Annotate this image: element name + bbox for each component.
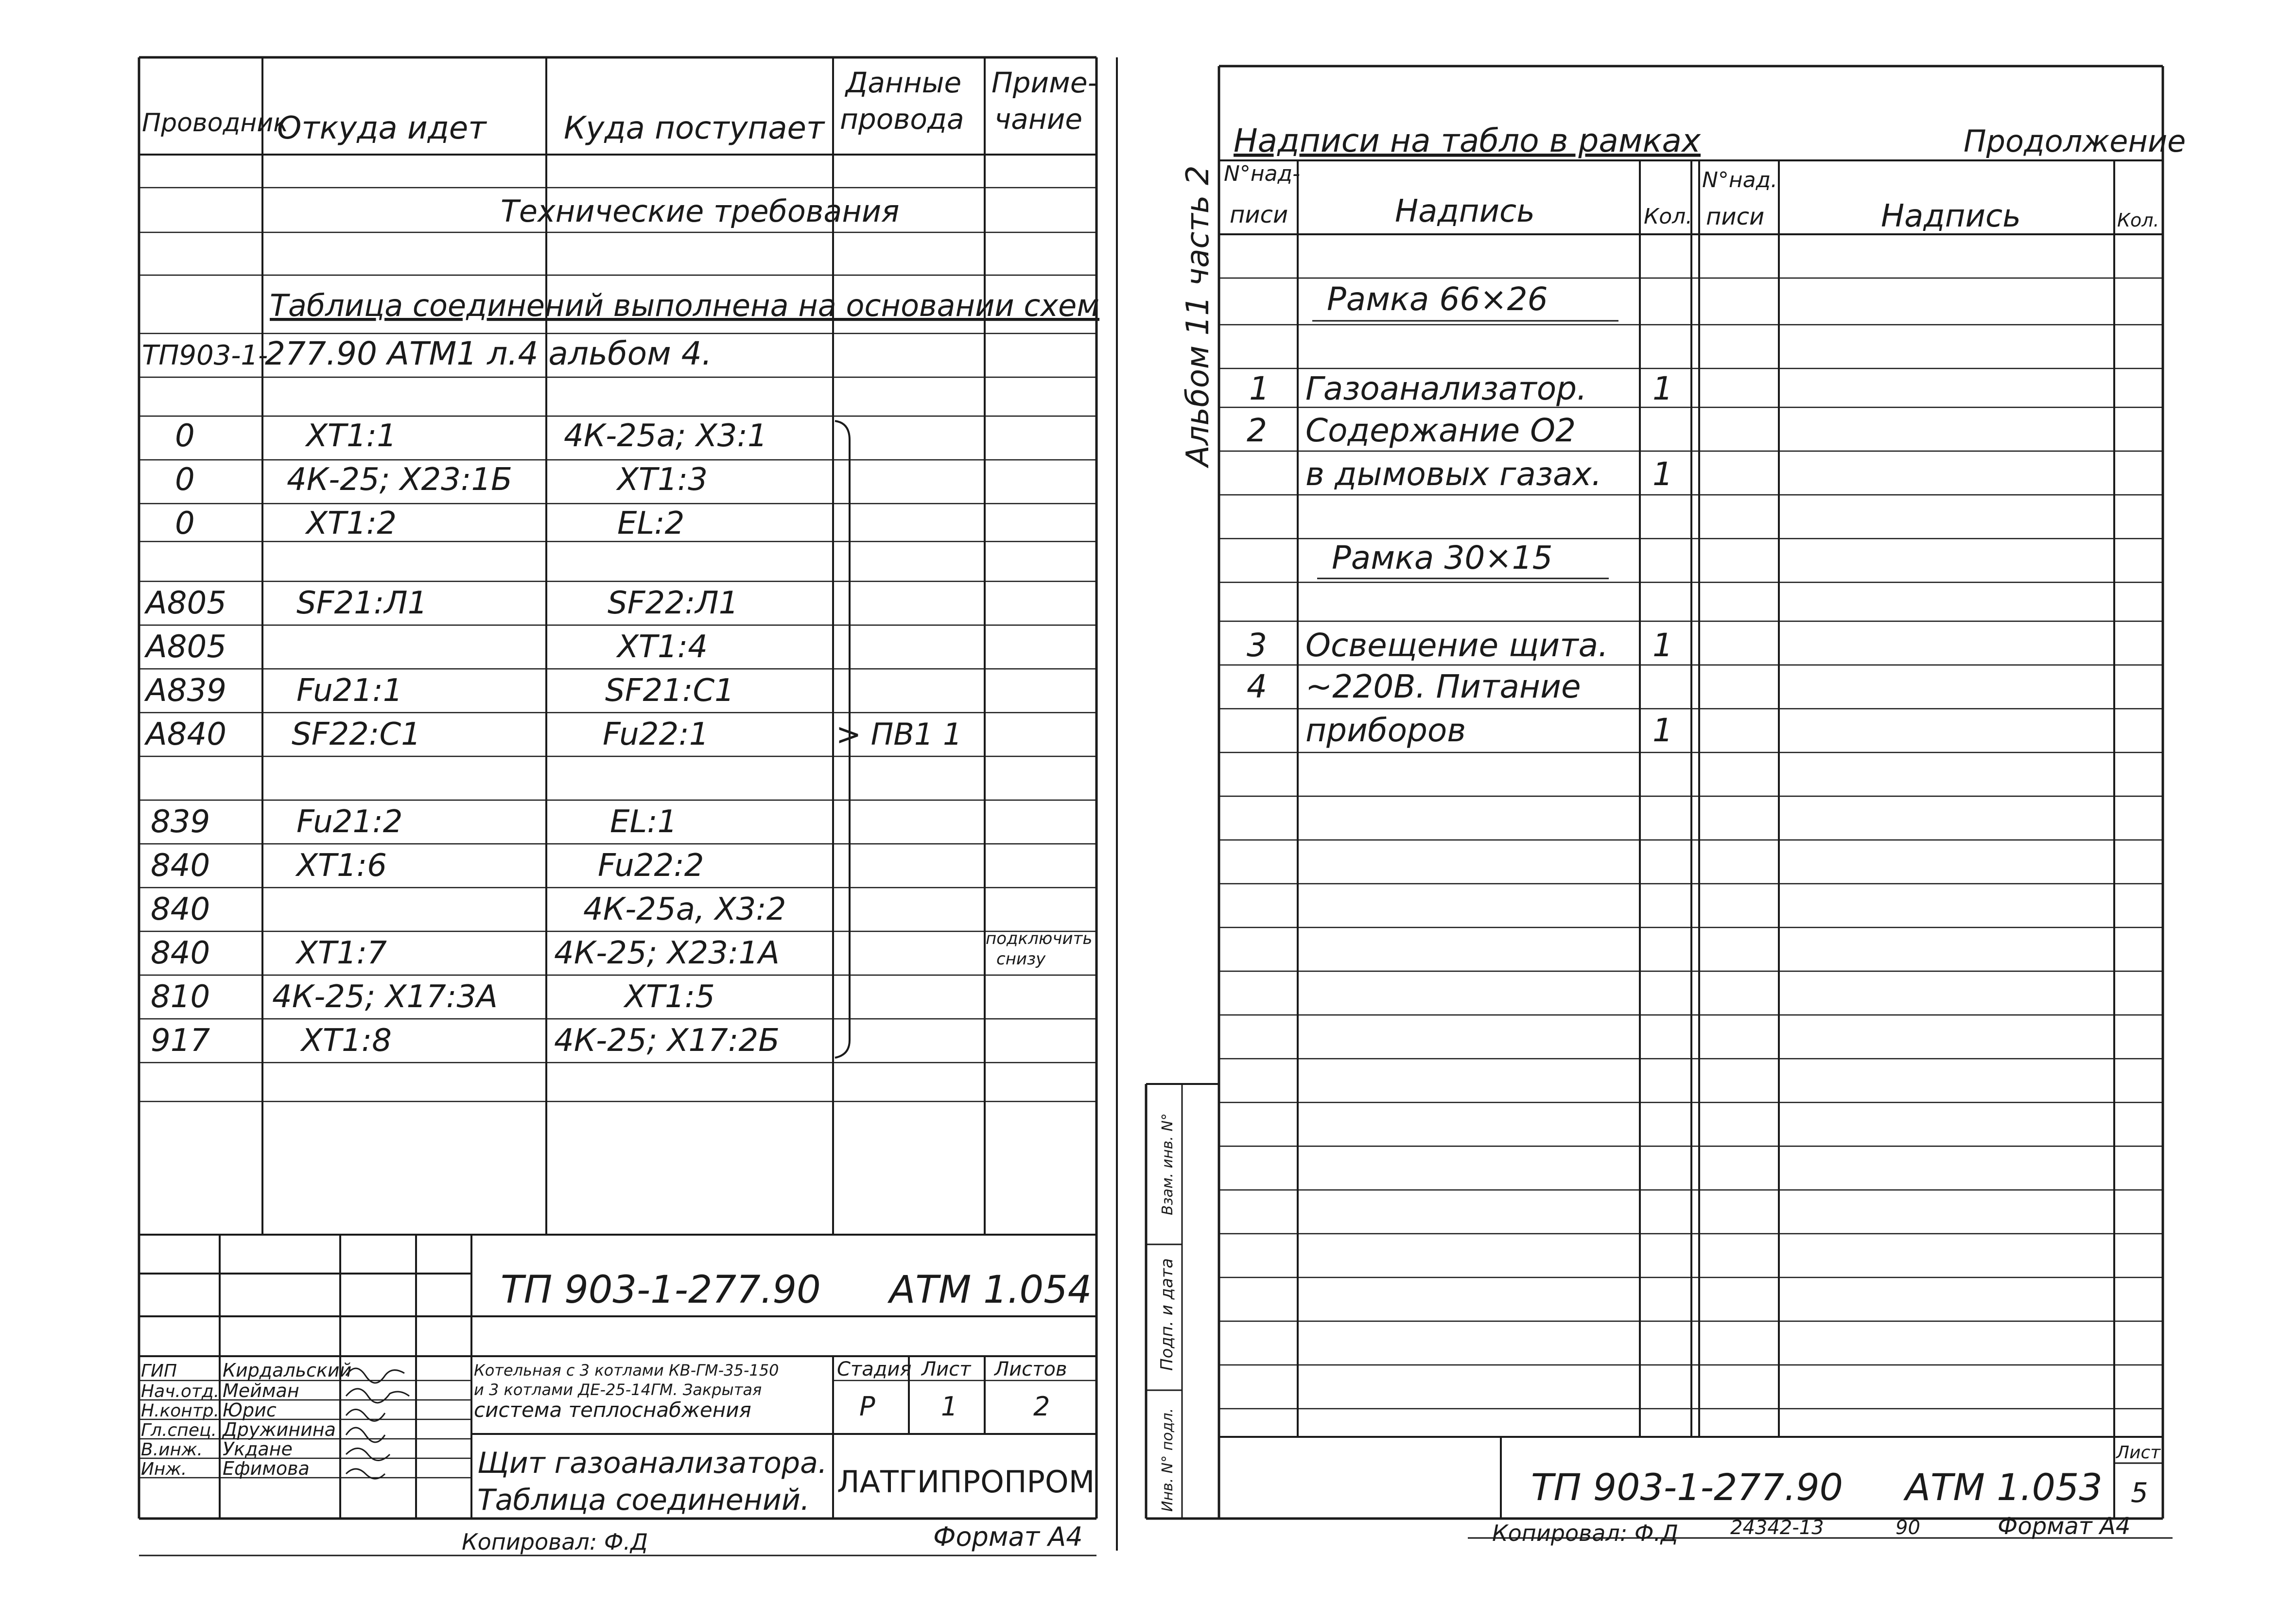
row-4-from: SF21:Л1	[296, 585, 428, 621]
frame-1: Рамка 66×26	[1327, 280, 1548, 318]
row-10-conductor: 840	[151, 848, 210, 884]
item-0-qty: 1	[1652, 370, 1673, 407]
left-format: Формат А4	[933, 1521, 1083, 1552]
intro-line-2-text: 277.90 АТМ1 л.4 альбом 4.	[265, 335, 712, 372]
right-archive-year: 90	[1896, 1517, 1920, 1539]
header-to: Куда поступает	[564, 110, 825, 146]
row-6-conductor: А839	[146, 673, 226, 709]
name-2: Юрис	[223, 1399, 277, 1421]
row-9-conductor: 839	[151, 804, 210, 840]
album-label: Альбом 11 часть 2	[1180, 165, 1216, 467]
role-gl-spets: Гл.спец.	[141, 1420, 217, 1440]
item-1-text: Содержание О2	[1305, 412, 1576, 449]
note-line-1: подключить	[986, 929, 1093, 948]
row-5-to: XT1:4	[617, 629, 708, 665]
row-2-from: XT1:2	[306, 506, 397, 541]
right-header-no-1: N°над-	[1224, 161, 1300, 186]
row-12-conductor: 840	[151, 935, 210, 971]
row-0-from: XT1:1	[306, 418, 397, 454]
name-4: Укдане	[223, 1438, 293, 1460]
role-gip: ГИП	[141, 1361, 177, 1381]
role-n-kontr: Н.контр.	[141, 1401, 220, 1421]
right-title: Надписи на табло в рамках	[1234, 122, 1701, 159]
stamp-roles	[141, 1361, 219, 1479]
name-0: Кирдальский	[223, 1360, 352, 1381]
right-header-label2: Надпись	[1881, 198, 2021, 234]
row-1-conductor: 0	[175, 462, 195, 498]
item-1-no: 2	[1247, 412, 1267, 449]
row-5-conductor: А805	[146, 629, 226, 665]
name-5: Ефимова	[223, 1458, 310, 1479]
right-header-no2-1: N°над.	[1702, 168, 1778, 192]
signatures	[346, 1368, 409, 1479]
right-format: Формат А4	[1998, 1513, 2131, 1540]
row-0-conductor: 0	[175, 418, 195, 454]
row-13-from: 4К-25; X17:3А	[272, 979, 498, 1015]
item-5-text: приборов	[1305, 712, 1466, 749]
project-line-1: Котельная с 3 котлами КВ-ГМ-35-150	[474, 1361, 779, 1380]
row-2-conductor: 0	[175, 506, 195, 541]
item-0-text: Газоанализатор.	[1305, 370, 1587, 407]
item-0-no: 1	[1249, 370, 1270, 407]
doc-title-line-1: Щит газоанализатора.	[477, 1446, 827, 1480]
sheets-value: 2	[1033, 1391, 1050, 1422]
stage-value: Р	[859, 1391, 875, 1422]
stage-label: Стадия	[837, 1358, 912, 1380]
item-3-qty: 1	[1652, 627, 1673, 664]
item-3-no: 3	[1247, 627, 1267, 664]
section-title: Технические требования	[501, 193, 900, 229]
right-header-qty: Кол.	[1644, 204, 1693, 229]
intro-line-1: Таблица соединений выполнена на основании схем	[270, 288, 1100, 323]
left-doc-code: ТП 903-1-277.90	[501, 1268, 821, 1312]
header-conductor: Проводник	[142, 108, 289, 138]
row-6-to: SF21:С1	[605, 673, 734, 709]
right-sheet-value: 5	[2131, 1477, 2148, 1509]
right-header-qty2: Кол.	[2117, 210, 2159, 231]
item-5-qty: 1	[1652, 712, 1673, 749]
right-continuation: Продолжение	[1964, 123, 2186, 159]
item-4-no: 4	[1247, 668, 1267, 705]
role-nach-otd: Нач.отд.	[141, 1381, 220, 1401]
project-line-3: система теплоснабжения	[474, 1398, 751, 1422]
header-note-2: чание	[994, 103, 1083, 136]
item-4-text: ~220В. Питание	[1305, 668, 1581, 705]
row-4-conductor: А805	[146, 585, 226, 621]
row-7-to: Fu22:1	[603, 716, 709, 752]
row-11-to: 4К-25а, X3:2	[583, 891, 786, 927]
note-line-2: снизу	[996, 949, 1046, 969]
side-stamp-1: Подп. и дата	[1157, 1258, 1177, 1371]
name-1: Мейман	[223, 1380, 299, 1401]
row-2-to: EL:2	[617, 506, 685, 541]
doc-title-line-2: Таблица соединений.	[477, 1483, 810, 1517]
side-stamp-0: Инв. N° подл.	[1159, 1408, 1176, 1512]
row-9-from: Fu21:2	[296, 804, 403, 840]
stamp-names	[222, 1360, 351, 1479]
row-13-conductor: 810	[151, 979, 210, 1015]
row-10-to: Fu22:2	[598, 848, 704, 884]
header-from: Откуда идет	[277, 110, 487, 146]
row-6-from: Fu21:1	[296, 673, 403, 709]
row-12-to: 4К-25; X23:1А	[554, 935, 780, 971]
header-note-1: Приме-	[991, 66, 1098, 99]
project-line-2: и 3 котлами ДЕ-25-14ГМ. Закрытая	[474, 1380, 762, 1399]
row-1-from: 4К-25; X23:1Б	[287, 462, 513, 498]
org-name: ЛАТГИПРОПРОМ	[837, 1464, 1095, 1500]
right-header-no2-2: писи	[1706, 203, 1765, 230]
item-3-text: Освещение щита.	[1305, 627, 1609, 664]
right-copied: Копировал: Ф.Д	[1492, 1520, 1679, 1546]
right-header-label: Надпись	[1395, 193, 1535, 229]
sheets-label: Листов	[994, 1358, 1067, 1380]
header-wire-data-1: Данные	[846, 66, 962, 99]
left-doc-mark: АТМ 1.054	[889, 1268, 1092, 1312]
row-14-to: 4К-25; X17:2Б	[554, 1023, 780, 1059]
left-copied: Копировал: Ф.Д	[462, 1529, 648, 1555]
item-2-qty: 1	[1652, 455, 1673, 493]
role-v-inzh: В.инж.	[141, 1440, 203, 1460]
row-7-from: SF22:С1	[292, 716, 421, 752]
row-12-from: XT1:7	[296, 935, 387, 971]
intro-line-2-ref: ТП903-1-	[142, 340, 268, 371]
row-7-conductor: А840	[146, 716, 226, 752]
right-doc-mark: АТМ 1.053	[1905, 1466, 2103, 1509]
row-13-to: XT1:5	[625, 979, 715, 1015]
sheet-value: 1	[941, 1391, 958, 1422]
role-inzh: Инж.	[141, 1459, 187, 1479]
right-sheet	[1146, 66, 2186, 1546]
row-9-to: EL:1	[610, 804, 678, 840]
row-4-to: SF22:Л1	[608, 585, 739, 621]
wire-brace-label: > ПВ1 1	[836, 716, 962, 752]
frame-2: Рамка 30×15	[1332, 539, 1553, 576]
side-stamp-2: Взам. инв. N°	[1159, 1113, 1176, 1215]
right-doc-code: ТП 903-1-277.90	[1531, 1466, 1843, 1509]
item-2-text: в дымовых газах.	[1305, 455, 1602, 493]
row-11-conductor: 840	[151, 891, 210, 927]
row-14-from: XT1:8	[301, 1023, 392, 1059]
right-archive-no: 24342-13	[1730, 1517, 1824, 1539]
row-10-from: XT1:6	[296, 848, 387, 884]
name-3: Дружинина	[223, 1419, 336, 1440]
row-1-to: XT1:3	[617, 462, 708, 498]
right-sheet-label: Лист	[2116, 1443, 2161, 1463]
sheet-label: Лист	[922, 1358, 971, 1380]
left-sheet	[139, 57, 1099, 1555]
row-0-to: 4К-25а; X3:1	[564, 418, 767, 454]
header-wire-data-2: провода	[840, 103, 964, 136]
right-header-no-2: писи	[1230, 201, 1288, 228]
row-14-conductor: 917	[151, 1023, 210, 1059]
connection-rows	[144, 418, 786, 1059]
